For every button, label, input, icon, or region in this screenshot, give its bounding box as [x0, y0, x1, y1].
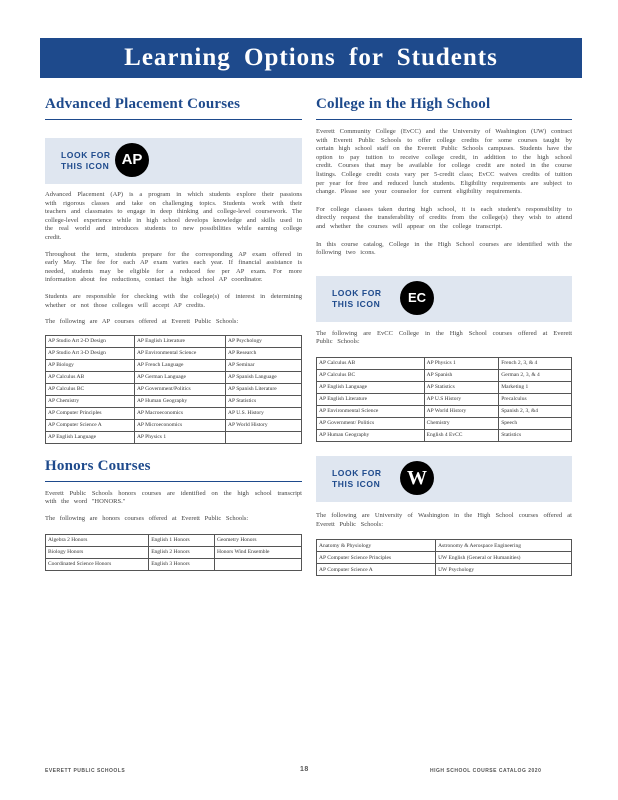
- table-cell: AP Studio Art 2-D Design: [46, 335, 135, 347]
- table-row: [317, 393, 572, 405]
- table-cell: Algebra 2 Honors: [46, 534, 149, 546]
- ap-exam-paragraph: Throughout the term, students prepare for the corresponding AP exam offered in early May. The fee for each AP exam varies each year. If financial assistance is needed, students may be eligible for a reduced fee per AP exam. For more information about fee reductions, contact the high school AP coordinator.: [45, 250, 302, 284]
- table-cell: AP Spanish Literature: [226, 383, 302, 395]
- ap-courses-table: [45, 335, 302, 444]
- table-cell: AP Studio Art 3-D Design: [46, 347, 135, 359]
- table-cell: Statistics: [499, 429, 572, 441]
- ap-look-for-text: [61, 150, 111, 172]
- table-cell: English 2 Honors: [149, 546, 215, 558]
- table-cell: AP Statistics: [226, 395, 302, 407]
- evcc-look-for-line1: LOOK FOR: [332, 287, 382, 298]
- uw-look-for-text: [332, 468, 382, 490]
- uw-icon: W: [400, 461, 434, 495]
- table-cell: AP English Language: [317, 381, 425, 393]
- table-row: [317, 417, 572, 429]
- table-cell: AP Computer Science Principles: [317, 552, 436, 564]
- evcc-look-for-text: [332, 288, 382, 310]
- ap-list-intro: The following are AP courses offered at Everett Public Schools:: [45, 318, 239, 326]
- uw-look-for-callout: [316, 456, 572, 502]
- table-cell: AP U.S History: [424, 393, 499, 405]
- honors-intro-paragraph: Everett Public Schools honors courses are identified on the high school transcript with the word "HONORS.": [45, 489, 302, 506]
- table-cell: Anatomy & Physiology: [317, 540, 436, 552]
- table-cell: German 2, 3, & 4: [499, 369, 572, 381]
- table-cell: AP Seminar: [226, 359, 302, 371]
- table-row: [46, 335, 302, 347]
- table-cell: AP Government/ Politics: [317, 417, 425, 429]
- table-cell: English 1 Honors: [149, 534, 215, 546]
- table-cell: Honors Wind Ensemble: [214, 546, 301, 558]
- uw-courses-table: [316, 539, 572, 576]
- table-row: [46, 347, 302, 359]
- table-cell: AP German Language: [134, 371, 225, 383]
- table-row: [317, 540, 572, 552]
- table-cell: AP Human Geography: [134, 395, 225, 407]
- table-cell: AP Physics 1: [134, 431, 225, 443]
- page-banner-title: Learning Options for Students: [40, 38, 582, 78]
- uw-look-for-line1: LOOK FOR: [332, 467, 382, 478]
- table-row: [46, 431, 302, 443]
- ap-icon: AP: [115, 143, 149, 177]
- table-cell: Chemistry: [424, 417, 499, 429]
- footer-right-text: HIGH SCHOOL COURSE CATALOG 2020: [430, 768, 542, 774]
- table-cell: AP Calculus AB: [46, 371, 135, 383]
- evcc-courses-table: [316, 357, 572, 442]
- table-row: [317, 405, 572, 417]
- table-row: [46, 419, 302, 431]
- ap-look-for-line1: LOOK FOR: [61, 150, 111, 160]
- table-cell: AP Environmental Science: [134, 347, 225, 359]
- table-row: [46, 546, 302, 558]
- table-row: [317, 381, 572, 393]
- table-cell: AP U.S. History: [226, 407, 302, 419]
- table-cell: AP Human Geography: [317, 429, 425, 441]
- table-cell: Coordinated Science Honors: [46, 558, 149, 570]
- table-cell: UW English (General or Humanities): [436, 552, 572, 564]
- table-cell: AP Microeconomics: [134, 419, 225, 431]
- table-row: [317, 357, 572, 369]
- table-cell: AP English Language: [46, 431, 135, 443]
- table-cell: AP Chemistry: [46, 395, 135, 407]
- table-cell: AP English Literature: [317, 393, 425, 405]
- table-cell: AP Psychology: [226, 335, 302, 347]
- table-cell: UW Psychology: [436, 564, 572, 576]
- chs-intro-paragraph: Everett Community College (EvCC) and the University of Washington (UW) contract with Everett Public Schools to offer college credits for some courses taught by certain high school staff on the Everett Public Schools campuses. Students have the option to pay tuition to receive college credit, in addition to the high school credit. Courses that may be available for college credit are noted in the course listings. College credit costs vary per 5-credit class; EvCC waives credits of tuition per year for free and reduced lunch students. Eligibility requirements are subject to change. Please see your counselor for current eligibility requirements.: [316, 128, 572, 196]
- table-cell: French 2, 3, & 4: [499, 357, 572, 369]
- table-cell: AP Statistics: [424, 381, 499, 393]
- ap-credit-paragraph: Students are responsible for checking with the college(s) of interest in determining whether or not those colleges will accept AP credits.: [45, 292, 302, 309]
- table-row: [317, 564, 572, 576]
- table-cell: AP World History: [226, 419, 302, 431]
- uw-look-for-line2: THIS ICON: [332, 478, 381, 489]
- table-cell: Geometry Honors: [214, 534, 301, 546]
- table-row: [46, 407, 302, 419]
- table-cell: AP Computer Science A: [46, 419, 135, 431]
- ap-look-for-line2: THIS ICON: [61, 161, 110, 171]
- table-row: [46, 371, 302, 383]
- table-cell: AP World History: [424, 405, 499, 417]
- table-cell: English 4 EvCC: [424, 429, 499, 441]
- evcc-look-for-callout: [316, 276, 572, 322]
- table-row: [317, 429, 572, 441]
- chs-heading: College in the High School: [316, 96, 572, 120]
- evcc-icon: EC: [400, 281, 434, 315]
- ap-heading: Advanced Placement Courses: [45, 96, 302, 120]
- right-column: [316, 96, 572, 576]
- table-row: [46, 383, 302, 395]
- table-row: [46, 359, 302, 371]
- table-cell: Spanish 2, 3, &4: [499, 405, 572, 417]
- chs-transfer-paragraph: For college classes taken during high school, it is each student's responsibility to directly request the transferability of credits from the college(s) they wish to attend and whether the courses will appear on the college transcript.: [316, 205, 572, 230]
- page-number: 18: [300, 766, 309, 773]
- chs-icons-paragraph: In this course catalog, College in the High School courses are identified with the following two icons.: [316, 240, 572, 257]
- table-cell: AP Computer Science A: [317, 564, 436, 576]
- footer-left-text: EVERETT PUBLIC SCHOOLS: [45, 768, 126, 774]
- table-cell: AP French Language: [134, 359, 225, 371]
- table-cell: Precalculus: [499, 393, 572, 405]
- table-cell: AP Physics 1: [424, 357, 499, 369]
- table-row: [46, 534, 302, 546]
- table-cell: AP Biology: [46, 359, 135, 371]
- evcc-look-for-line2: THIS ICON: [332, 298, 381, 309]
- table-cell: AP Calculus AB: [317, 357, 425, 369]
- table-cell: AP Spanish Language: [226, 371, 302, 383]
- table-cell: AP Government/Politics: [134, 383, 225, 395]
- table-cell: Marketing 1: [499, 381, 572, 393]
- table-cell: AP English Literature: [134, 335, 225, 347]
- table-cell: AP Macroeconomics: [134, 407, 225, 419]
- evcc-list-intro: The following are EvCC College in the High School courses offered at Everett Public Schools:: [316, 329, 572, 346]
- table-row: [46, 558, 302, 570]
- ap-look-for-callout: [45, 138, 302, 184]
- uw-list-intro: The following are University of Washington in the High School courses offered at Everett Public Schools:: [316, 511, 572, 528]
- table-row: [317, 369, 572, 381]
- table-cell: AP Spanish: [424, 369, 499, 381]
- honors-list-intro: The following are honors courses offered at Everett Public Schools:: [45, 514, 249, 522]
- table-row: [317, 552, 572, 564]
- table-cell: [226, 431, 302, 443]
- table-cell: AP Environmental Science: [317, 405, 425, 417]
- ap-intro-paragraph: Advanced Placement (AP) is a program in which students explore their passions with rigorous classes and take on challenging topics. Students work with their teachers and classmates to engage in deep thinking and college-level coursework. The college-level experience while in high school develops knowledge and skills used in the real world and introduces students to new possibilities while earning college credit.: [45, 191, 302, 241]
- honors-heading: Honors Courses: [45, 458, 302, 482]
- table-cell: AP Calculus BC: [317, 369, 425, 381]
- honors-courses-table: [45, 534, 302, 571]
- table-cell: Biology Honors: [46, 546, 149, 558]
- table-cell: English 3 Honors: [149, 558, 215, 570]
- table-cell: [214, 558, 301, 570]
- left-column: [45, 96, 302, 571]
- table-cell: AP Computer Principles: [46, 407, 135, 419]
- table-cell: AP Calculus BC: [46, 383, 135, 395]
- table-cell: AP Research: [226, 347, 302, 359]
- table-cell: Astronomy & Aerospace Engineering: [436, 540, 572, 552]
- table-cell: Speech: [499, 417, 572, 429]
- table-row: [46, 395, 302, 407]
